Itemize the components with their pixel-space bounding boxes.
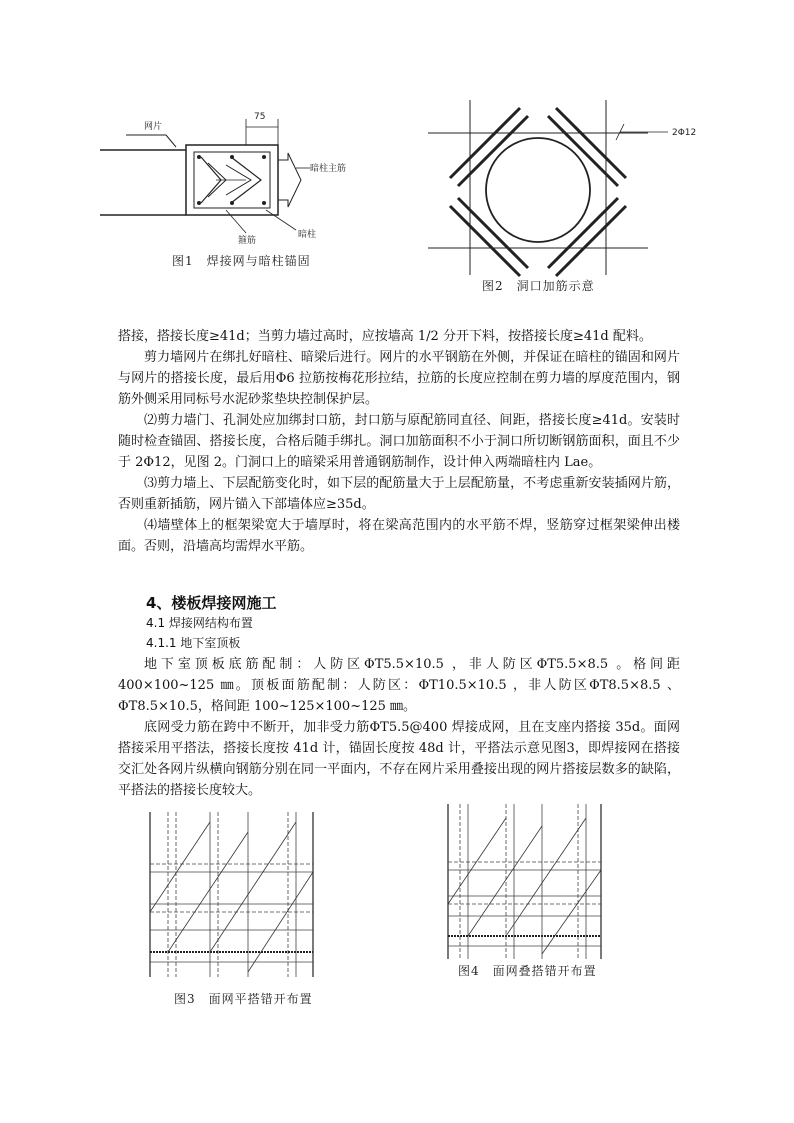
- paragraph-1: 搭接，搭接长度≥41d；当剪力墙过高时，应按墙高 1/2 分开下料，按搭接长度≥41d 配料。: [118, 329, 652, 344]
- figure-1: [96, 105, 346, 255]
- body-text: [118, 326, 680, 557]
- body-text-2: [118, 654, 680, 801]
- paragraph-4: ⑶剪力墙上、下层配筋变化时，如下层的配筋量大于上层配筋量，不考虑重新安装插网片筋，否则重新插筋，网片锚入下部墙体应≥35d。: [118, 476, 680, 512]
- paragraph-7: 底网受力筋在跨中不断开，加非受力筋ΦT5.5@400 焊接成网，且在支座内搭接 35d。面网搭接采用平搭法，搭接长度按 41d 计，锚固长度按 48d 计，平搭法示意见图3，即焊接网在搭接交汇处各网片纵横向钢筋分别在同一平面内，不存在网片采用叠接出现的网片搭接层数多的缺陷，平搭法的搭接长度较大。: [118, 720, 680, 798]
- paragraph-3: ⑵剪力墙门、孔洞处应加绑封口筋，封口筋与原配筋同直径、间距，搭接长度≥41d。安装时随时检查锚固、搭接长度，合格后随手绑扎。洞口加筋面积不小于洞口所切断钢筋面积，面且不少于 2Φ12，见图 2。门洞口上的暗梁采用普通钢筋制作，设计伸入两端暗柱内 Lae。: [118, 413, 680, 470]
- figure-4-drawing: [446, 804, 606, 964]
- fig1-label-mesh: 网片: [144, 122, 163, 132]
- subheading-4-1: 4.1 焊接网结构布置: [146, 616, 253, 630]
- figure-3-drawing: [148, 812, 318, 982]
- figure-4: [446, 804, 606, 964]
- figure-3: [148, 812, 318, 982]
- figure-1-caption: 图1 焊接网与暗柱锚固: [172, 254, 311, 268]
- figure-1-drawing: [96, 105, 346, 255]
- paragraph-5: ⑷墙壁体上的框架梁宽大于墙厚时，将在梁高范围内的水平筋不焊，竖筋穿过框架梁伸出楼面。否则，沿墙高均需焊水平筋。: [118, 518, 680, 554]
- subheading-4-1-1: 4.1.1 地下室顶板: [146, 636, 241, 650]
- paragraph-6: 地下室顶板底筋配制：人防区ΦT5.5×10.5 ，非人防区ΦT5.5×8.5 。格间距 400×100~125 ㎜。顶板面筋配制：人防区：ΦT10.5×10.5 ，非人防区ΦT8.5×8.5 、ΦT8.5×10.5，格间距 100~125×100~125 ㎜。: [118, 657, 680, 714]
- section-heading-4: 4、楼板焊接网施工: [146, 594, 277, 612]
- fig1-label-column: 暗柱: [298, 230, 317, 240]
- paragraph-2: 剪力墙网片在绑扎好暗柱、暗梁后进行。网片的水平钢筋在外侧，并保证在暗柱的锚固和网片与网片的搭接长度，最后用Φ6 拉筋按梅花形拉结，拉筋的长度应控制在剪力墙的厚度范围内，钢筋外侧采用同标号水泥砂浆垫块控制保护层。: [118, 350, 680, 407]
- fig1-label-main-bar: 暗柱主筋: [310, 164, 347, 174]
- figure-2-caption: 图2 洞口加筋示意: [482, 279, 595, 293]
- fig2-label-bar: 2Φ12: [672, 128, 697, 138]
- fig1-label-stirrup: 箍筋: [238, 236, 257, 246]
- figure-2: [428, 100, 697, 275]
- figure-4-caption: 图4 面网叠搭错开布置: [458, 964, 597, 978]
- fig1-label-dim: 75: [254, 112, 266, 122]
- figure-2-drawing: [428, 100, 697, 275]
- figure-3-caption: 图3 面网平搭错开布置: [174, 992, 313, 1006]
